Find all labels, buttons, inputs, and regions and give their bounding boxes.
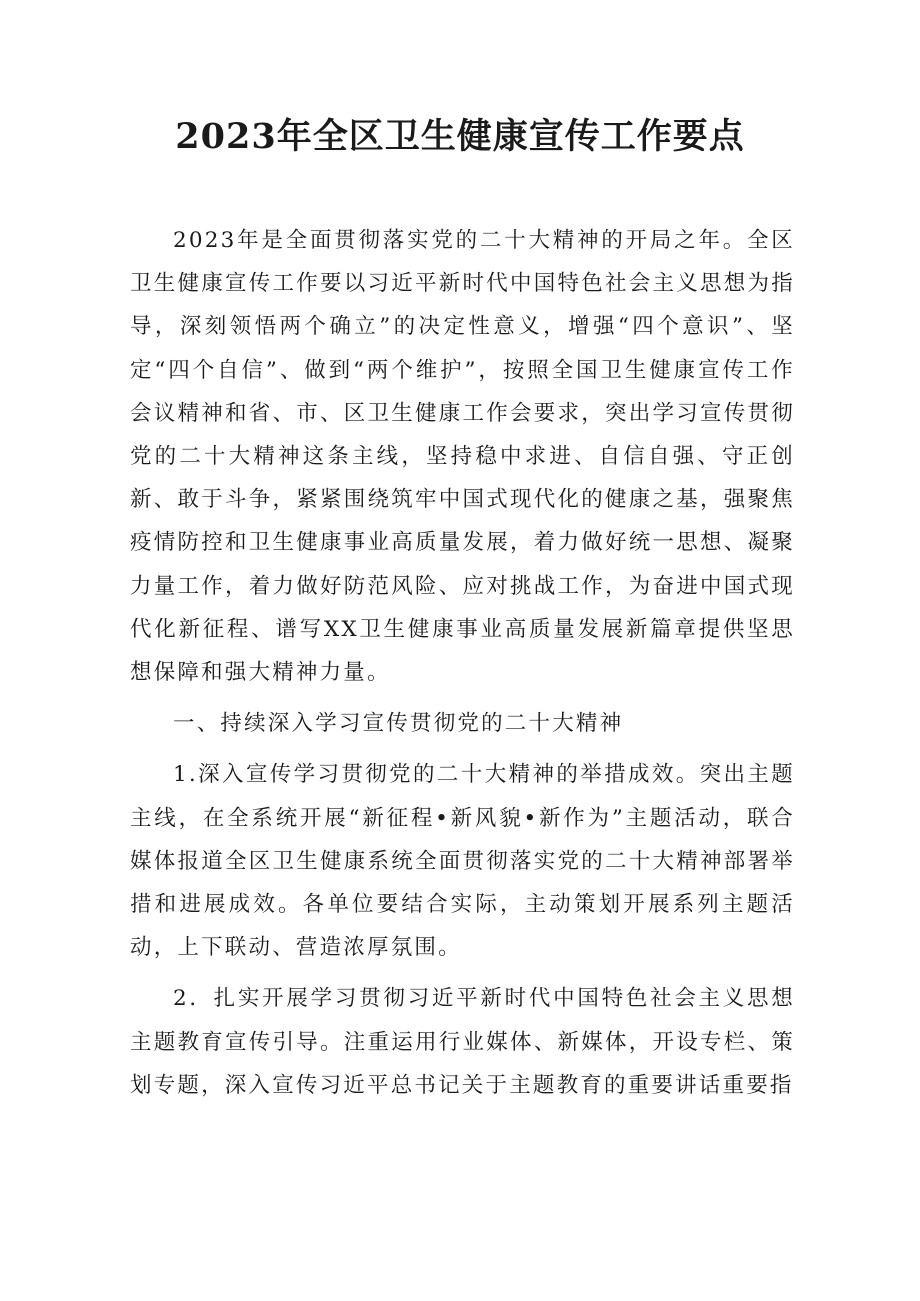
item-paragraph-1: 1.深入宣传学习贯彻党的二十大精神的举措成效。突出主题主线，在全系统开展“新征程•新风貌•新作为”主题活动，联合媒体报道全区卫生健康系统全面贯彻落实党的二十大精神部署举措和进展成效。各单位要结合实际，主动策划开展系列主题活动，上下联动、营造浓厚氛围。 <box>130 762 795 961</box>
document-body <box>130 219 795 1107</box>
intro-paragraph: 2023年是全面贯彻落实党的二十大精神的开局之年。全区卫生健康宣传工作要以习近平新时代中国特色社会主义思想为指导，深刻领悟两个确立”的决定性意义，增强“四个意识”、坚定“四个自信”、做到“两个维护”，按照全国卫生健康宣传工作会议精神和省、市、区卫生健康工作会要求，突出学习宣传贯彻党的二十大精神这条主线，坚持稳中求进、自信自强、守正创新、敢于斗争，紧紧围绕筑牢中国式现代化的健康之基，强聚焦疫情防控和卫生健康事业高质量发展，着力做好统一思想、凝聚力量工作，着力做好防范风险、应对挑战工作，为奋进中国式现代化新征程、谱写XX卫生健康事业高质量发展新篇章提供坚思想保障和强大精神力量。 <box>130 228 795 686</box>
item-paragraph-2: 2．扎实开展学习贯彻习近平新时代中国特色社会主义思想主题教育宣传引导。注重运用行业媒体、新媒体，开设专栏、策划专题，深入宣传习近平总书记关于主题教育的重要讲话重要指 <box>130 986 795 1098</box>
document-title: 2023年全区卫生健康宣传工作要点 <box>175 116 745 157</box>
section-heading-1: 一、持续深入学习宣传贯彻党的二十大精神 <box>173 711 624 737</box>
